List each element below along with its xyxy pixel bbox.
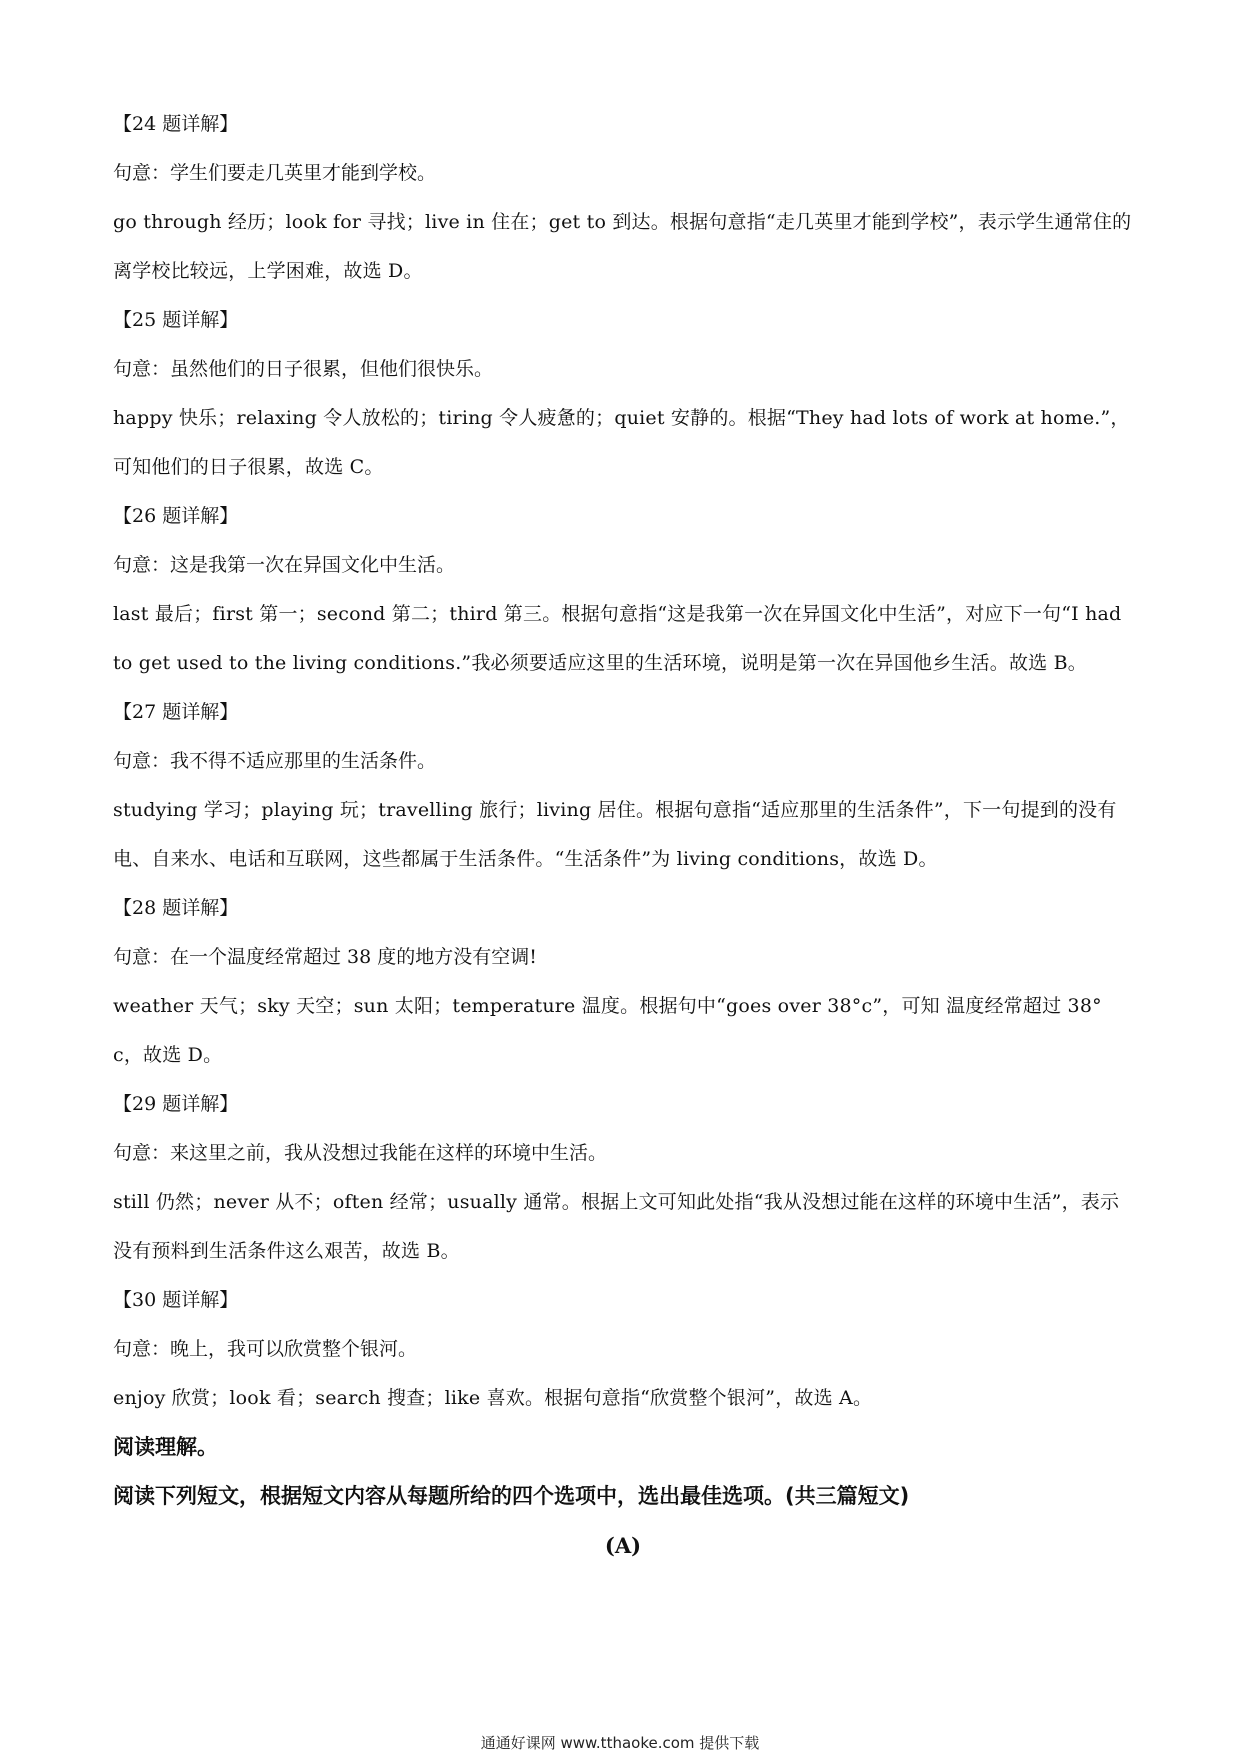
- explanation-heading: 【26 题详解】: [113, 505, 239, 527]
- sentence-meaning: 句意：这是我第一次在异国文化中生活。: [113, 554, 456, 576]
- answer-analysis: studying 学习；playing 玩；travelling 旅行；living 居住。根据句意指“适应那里的生活条件”，下一句提到的没有电、自来水、电话和互联网，这些都属于生活条件。“生活条件”为 living conditions，故选 D。: [113, 799, 1117, 870]
- explanation-30: [113, 1276, 1133, 1423]
- explanation-26: [113, 492, 1133, 688]
- answer-analysis: go through 经历；look for 寻找；live in 住在；get to 到达。根据句意指“走几英里才能到学校”，表示学生通常住的离学校比较远，上学困难，故选 D。: [113, 211, 1132, 282]
- explanation-24: [113, 100, 1133, 296]
- explanation-heading: 【28 题详解】: [113, 897, 239, 919]
- explanation-29: [113, 1080, 1133, 1276]
- page-footer: 通通好课网 www.tthaoke.com 提供下载: [480, 1734, 760, 1752]
- answer-analysis: last 最后；first 第一；second 第二；third 第三。根据句意指“这是我第一次在异国文化中生活”，对应下一句“I had to get used to the living conditions.”我必须要适应这里的生活环境，说明是第一次在异国他乡生活。故选 B。: [113, 603, 1122, 674]
- sentence-meaning: 句意：晚上，我可以欣赏整个银河。: [113, 1338, 418, 1360]
- explanation-heading: 【25 题详解】: [113, 309, 239, 331]
- answer-analysis: enjoy 欣赏；look 看；search 搜查；like 喜欢。根据句意指“欣赏整个银河”，故选 A。: [113, 1387, 873, 1409]
- explanation-heading: 【24 题详解】: [113, 113, 239, 135]
- explanation-28: [113, 884, 1133, 1080]
- explanation-heading: 【29 题详解】: [113, 1093, 239, 1115]
- reading-section-title: 阅读理解。: [113, 1435, 218, 1459]
- sentence-meaning: 句意：来这里之前，我从没想过我能在这样的环境中生活。: [113, 1142, 608, 1164]
- sentence-meaning: 句意：在一个温度经常超过 38 度的地方没有空调!: [113, 946, 537, 968]
- answer-analysis: still 仍然；never 从不；often 经常；usually 通常。根据上文可知此处指“我从没想过能在这样的环境中生活”，表示没有预料到生活条件这么艰苦，故选 B。: [113, 1191, 1120, 1262]
- reading-instruction: 阅读下列短文，根据短文内容从每题所给的四个选项中，选出最佳选项。(共三篇短文): [113, 1484, 910, 1508]
- answer-analysis: happy 快乐；relaxing 令人放松的；tiring 令人疲惫的；quiet 安静的。根据“They had lots of work at home.”，可知他们的日子很累，故选 C。: [113, 407, 1130, 478]
- sentence-meaning: 句意：学生们要走几英里才能到学校。: [113, 162, 437, 184]
- sentence-meaning: 句意：我不得不适应那里的生活条件。: [113, 750, 437, 772]
- passage-label: (A): [604, 1533, 642, 1558]
- explanation-heading: 【27 题详解】: [113, 701, 239, 723]
- answer-analysis: weather 天气；sky 天空；sun 太阳；temperature 温度。根据句中“goes over 38°c”，可知 温度经常超过 38° c，故选 D。: [113, 995, 1102, 1066]
- document-body: [113, 100, 1133, 1570]
- explanation-27: [113, 688, 1133, 884]
- explanation-25: [113, 296, 1133, 492]
- explanation-heading: 【30 题详解】: [113, 1289, 239, 1311]
- sentence-meaning: 句意：虽然他们的日子很累，但他们很快乐。: [113, 358, 494, 380]
